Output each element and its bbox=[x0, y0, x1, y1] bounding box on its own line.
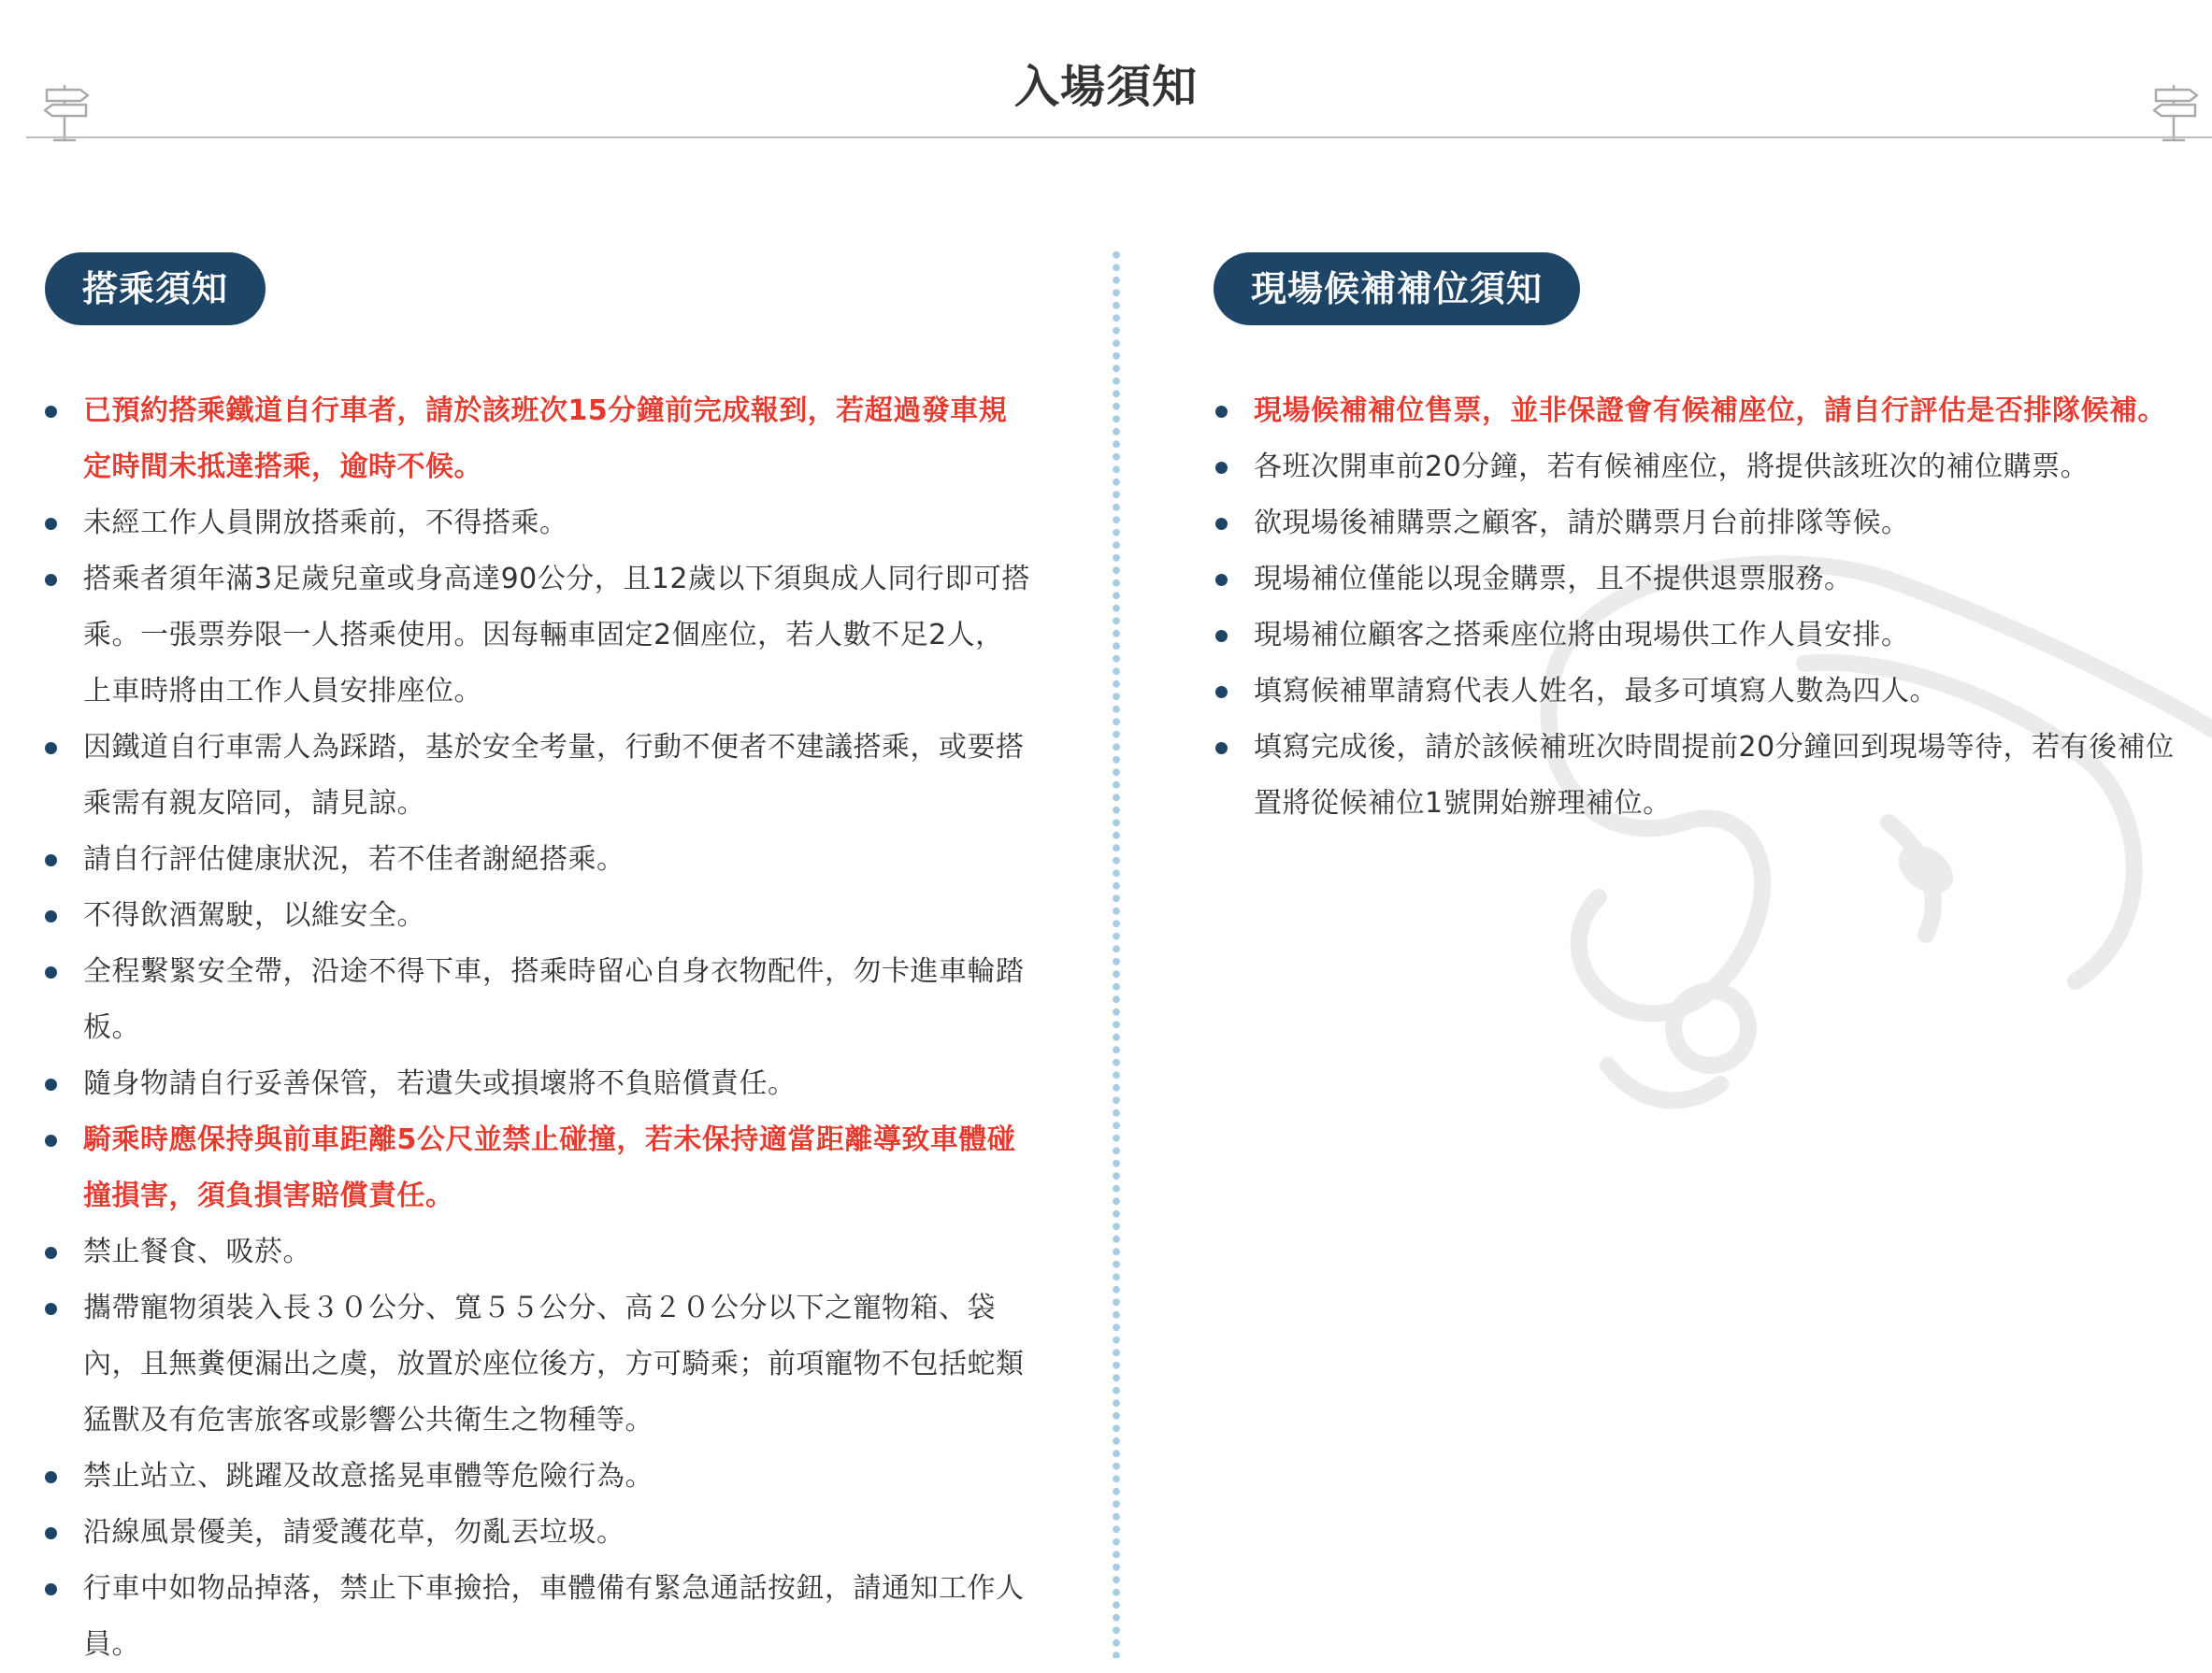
standby-notice-item bbox=[1212, 495, 2184, 551]
standby-notice-item bbox=[1212, 551, 2184, 608]
notice-text: 攜帶寵物須裝入長３０公分、寬５５公分、高２０公分以下之寵物箱、袋內，且無糞便漏出之虞，放置於座位後方，方可騎乘；前項寵物不包括蛇類猛獸及有危害旅客或影響公共衛生之物種等。 bbox=[83, 1292, 1025, 1437]
notice-text: 搭乘者須年滿3足歲兒童或身高達90公分，且12歲以下須與成人同行即可搭乘。一張票券限一人搭乘使用。因每輛車固定2個座位，若人數不足2人，上車時將由工作人員安排座位。 bbox=[83, 563, 1030, 708]
notice-text: 各班次開車前20分鐘，若有候補座位，將提供該班次的補位購票。 bbox=[1254, 450, 2090, 483]
standby-notice-item bbox=[1212, 720, 2184, 832]
notice-text: 請自行評估健康狀況，若不佳者謝絕搭乘。 bbox=[83, 843, 625, 876]
bullet-icon bbox=[45, 574, 57, 586]
bullet-icon bbox=[1215, 574, 1228, 586]
standby-notice-list bbox=[1212, 383, 2184, 832]
bullet-icon bbox=[1215, 742, 1228, 754]
standby-notice-item bbox=[1212, 383, 2184, 439]
notice-text: 已預約搭乘鐵道自行車者，請於該班次15分鐘前完成報到，若超過發車規定時間未抵達搭乘，逾時不候。 bbox=[83, 394, 1008, 483]
boarding-notice-item bbox=[41, 888, 1032, 944]
bullet-icon bbox=[45, 1471, 57, 1483]
page-title: 入場須知 bbox=[1013, 61, 1198, 113]
boarding-notice-item bbox=[41, 944, 1032, 1056]
boarding-notice-item bbox=[41, 832, 1032, 888]
notice-text: 現場補位顧客之搭乘座位將由現場供工作人員安排。 bbox=[1254, 619, 1910, 651]
bullet-icon bbox=[45, 518, 57, 530]
bullet-icon bbox=[1215, 518, 1228, 530]
notice-text: 因鐵道自行車需人為踩踏，基於安全考量，行動不便者不建議搭乘，或要搭乘需有親友陪同，請見諒。 bbox=[83, 731, 1025, 820]
standby-notice-item bbox=[1212, 439, 2184, 495]
notice-text: 現場候補補位售票，並非保證會有候補座位，請自行評估是否排隊候補。 bbox=[1254, 394, 2166, 427]
notice-text: 禁止站立、跳躍及故意搖晃車體等危險行為。 bbox=[83, 1460, 654, 1493]
boarding-notice-item bbox=[41, 1505, 1032, 1561]
boarding-notice-item bbox=[41, 495, 1032, 551]
notice-text: 沿線風景優美，請愛護花草，勿亂丟垃圾。 bbox=[83, 1516, 625, 1549]
signpost-icon bbox=[2150, 84, 2201, 142]
standby-notice-heading: 現場候補補位須知 bbox=[1214, 252, 1580, 325]
bullet-icon bbox=[1215, 406, 1228, 418]
notice-text: 未經工作人員開放搭乘前，不得搭乘。 bbox=[83, 507, 568, 539]
bullet-icon bbox=[45, 1079, 57, 1091]
notice-text: 欲現場後補購票之顧客，請於購票月台前排隊等候。 bbox=[1254, 507, 1910, 539]
boarding-notice-item bbox=[41, 551, 1032, 720]
notice-text: 填寫完成後，請於該候補班次時間提前20分鐘回到現場等待，若有後補位置將從候補位1號開始辦理補位。 bbox=[1254, 731, 2175, 820]
boarding-notice-item bbox=[41, 1112, 1032, 1224]
bullet-icon bbox=[45, 966, 57, 979]
bullet-icon bbox=[45, 910, 57, 922]
bullet-icon bbox=[45, 1135, 57, 1147]
bullet-icon bbox=[1215, 686, 1228, 698]
bullet-icon bbox=[45, 742, 57, 754]
bullet-icon bbox=[45, 1303, 57, 1315]
boarding-notice-item bbox=[41, 720, 1032, 832]
boarding-notice-item bbox=[41, 1224, 1032, 1280]
boarding-notice-item bbox=[41, 1056, 1032, 1112]
notice-text: 填寫候補單請寫代表人姓名，最多可填寫人數為四人。 bbox=[1254, 675, 1938, 708]
bullet-icon bbox=[45, 1247, 57, 1259]
boarding-notice-item bbox=[41, 1561, 1032, 1673]
bullet-icon bbox=[45, 1583, 57, 1595]
notice-text: 現場補位僅能以現金購票，且不提供退票服務。 bbox=[1254, 563, 1853, 595]
boarding-notice-item bbox=[41, 1280, 1032, 1449]
standby-notice-item bbox=[1212, 664, 2184, 720]
bullet-icon bbox=[1215, 462, 1228, 474]
standby-notice-item bbox=[1212, 608, 2184, 664]
bullet-icon bbox=[45, 854, 57, 866]
notice-text: 不得飲酒駕駛，以維安全。 bbox=[83, 899, 425, 932]
boarding-notice-item bbox=[41, 1449, 1032, 1505]
bullet-icon bbox=[45, 1527, 57, 1539]
bullet-icon bbox=[45, 406, 57, 418]
notice-text: 騎乘時應保持與前車距離5公尺並禁止碰撞，若未保持適當距離導致車體碰撞損害，須負損害賠償責任。 bbox=[83, 1123, 1016, 1212]
column-divider bbox=[1111, 249, 1122, 1658]
bullet-icon bbox=[1215, 630, 1228, 642]
notice-text: 行車中如物品掉落，禁止下車撿拾，車體備有緊急通話按鈕，請通知工作人員。 bbox=[83, 1572, 1025, 1661]
boarding-notice-list bbox=[41, 383, 1032, 1673]
title-divider bbox=[26, 136, 2212, 138]
notice-text: 隨身物請自行妥善保管，若遺失或損壞將不負賠償責任。 bbox=[83, 1067, 797, 1100]
notice-text: 全程繫緊安全帶，沿途不得下車，搭乘時留心自身衣物配件，勿卡進車輪踏板。 bbox=[83, 955, 1025, 1044]
boarding-notice-heading: 搭乘須知 bbox=[45, 252, 266, 325]
notice-text: 禁止餐食、吸菸。 bbox=[83, 1236, 311, 1268]
boarding-notice-item bbox=[41, 383, 1032, 495]
